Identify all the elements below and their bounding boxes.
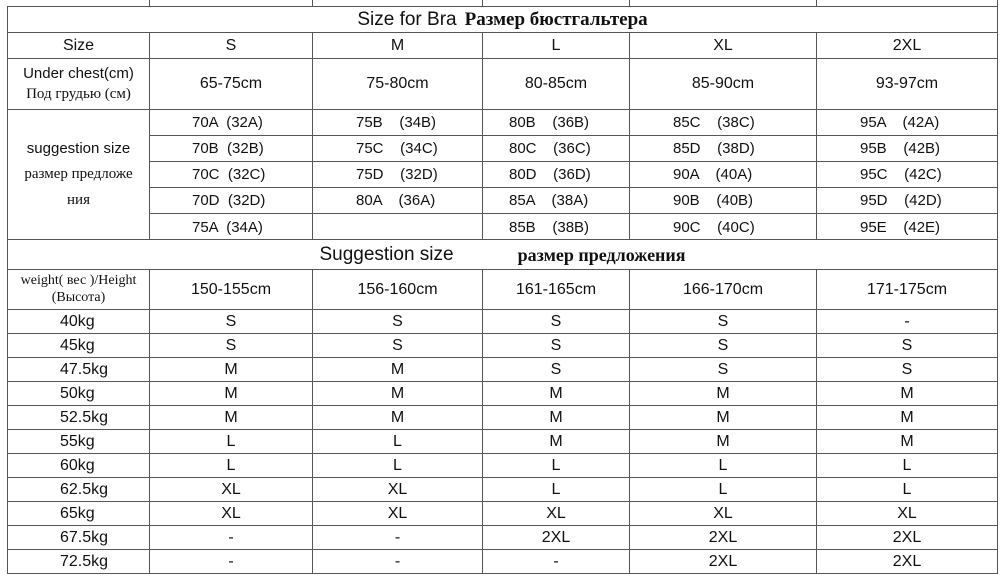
suggested-size: - — [482, 550, 629, 574]
weight-height-label — [7, 270, 149, 310]
weight-value: 45kg — [7, 334, 149, 358]
suggested-size: S — [312, 310, 482, 334]
bra-size-cell: 80B (36B) — [483, 110, 629, 136]
weight-row — [7, 454, 998, 478]
bra-size-cell: 80D (36D) — [483, 162, 629, 188]
suggested-size: 2XL — [816, 526, 998, 550]
weight-value: 52.5kg — [7, 406, 149, 430]
weight-value: 65kg — [7, 502, 149, 526]
weight-value: 55kg — [7, 430, 149, 454]
bra-size-cell: 75D (32D) — [313, 162, 482, 188]
suggested-size: M — [482, 382, 629, 406]
weight-value: 60kg — [7, 454, 149, 478]
size-value: XL — [629, 33, 816, 59]
size-value: 2XL — [816, 33, 998, 59]
suggestion-column — [482, 110, 629, 240]
suggested-size: XL — [149, 502, 312, 526]
suggested-size: M — [149, 358, 312, 382]
height-range: 166-170cm — [629, 270, 816, 310]
suggested-size: M — [312, 358, 482, 382]
suggested-size: S — [629, 310, 816, 334]
suggested-size: 2XL — [629, 550, 816, 574]
suggested-size: M — [816, 406, 998, 430]
suggested-size: M — [149, 406, 312, 430]
weight-row — [7, 502, 998, 526]
bra-size-cell: 70A (32A) — [150, 110, 312, 136]
weight-value: 47.5kg — [7, 358, 149, 382]
bra-size-cell: 80C (36C) — [483, 136, 629, 162]
suggested-size: S — [629, 334, 816, 358]
height-range: 150-155cm — [149, 270, 312, 310]
suggested-size: S — [149, 334, 312, 358]
suggested-size: S — [816, 334, 998, 358]
weight-row — [7, 358, 998, 382]
suggested-size: S — [482, 334, 629, 358]
bra-size-cell: 85D (38D) — [630, 136, 816, 162]
weight-row — [7, 550, 998, 574]
bra-size-cell: 95E (42E) — [860, 218, 941, 236]
suggestion-column — [816, 110, 998, 240]
bra-title-row — [7, 6, 998, 33]
bra-size-cell: 70C (32C) — [150, 162, 312, 188]
bra-size-cell: 90C (40C) — [673, 218, 755, 236]
suggestion-label-en: suggestion size — [26, 140, 131, 157]
under-chest-label-en: Under chest(cm) — [23, 65, 134, 82]
weight-row — [7, 334, 998, 358]
height-range: 171-175cm — [816, 270, 998, 310]
weight-row — [7, 382, 998, 406]
suggested-size: M — [629, 430, 816, 454]
suggested-size: XL — [312, 502, 482, 526]
suggested-size: XL — [629, 502, 816, 526]
under-chest-label-ru: Под грудью (см) — [26, 86, 131, 102]
bra-size-cell: 70B (32B) — [150, 136, 312, 162]
weight-row — [7, 310, 998, 334]
suggested-size: S — [312, 334, 482, 358]
under-chest-label — [7, 59, 149, 110]
weight-row — [7, 526, 998, 550]
chest-value: 93-97cm — [816, 59, 998, 110]
bra-size-cell: 75C (34C) — [313, 136, 482, 162]
height-range: 161-165cm — [482, 270, 629, 310]
chest-value: 75-80cm — [312, 59, 482, 110]
suggested-size: - — [149, 550, 312, 574]
chest-value: 80-85cm — [482, 59, 629, 110]
bra-size-cell — [313, 214, 482, 240]
suggested-size: M — [312, 406, 482, 430]
height-range: 156-160cm — [312, 270, 482, 310]
bra-size-cell: 95B (42B) — [817, 136, 997, 162]
suggested-size: - — [816, 310, 998, 334]
weight-height-header-row — [7, 270, 998, 310]
weight-value: 72.5kg — [7, 550, 149, 574]
suggestion-title — [7, 240, 998, 270]
bra-size-cell: 75B (34B) — [313, 110, 482, 136]
bra-size-cell: 70D (32D) — [150, 188, 312, 214]
weight-row — [7, 478, 998, 502]
suggestion-size-label — [7, 110, 149, 240]
suggested-size: XL — [816, 502, 998, 526]
size-row — [7, 33, 998, 59]
weight-value: 40kg — [7, 310, 149, 334]
suggested-size: S — [482, 310, 629, 334]
suggested-size: XL — [312, 478, 482, 502]
weight-value: 50kg — [7, 382, 149, 406]
bra-size-cell: 85B (38B) — [509, 218, 590, 236]
suggested-size: L — [482, 454, 629, 478]
suggested-size: M — [816, 382, 998, 406]
weight-value: 67.5kg — [7, 526, 149, 550]
chest-value: 65-75cm — [149, 59, 312, 110]
suggestion-column — [629, 110, 816, 240]
suggested-size: L — [629, 478, 816, 502]
suggested-size: L — [149, 454, 312, 478]
suggested-size: L — [149, 430, 312, 454]
suggestion-title-en: Suggestion size — [319, 244, 454, 265]
suggested-size: S — [482, 358, 629, 382]
suggested-size: L — [816, 454, 998, 478]
size-value: L — [482, 33, 629, 59]
suggested-size: S — [149, 310, 312, 334]
suggested-size: XL — [149, 478, 312, 502]
suggested-size: - — [312, 550, 482, 574]
weight-value: 62.5kg — [7, 478, 149, 502]
bra-size-cell: 85C (38C) — [630, 110, 816, 136]
suggested-size: M — [629, 406, 816, 430]
under-chest-row — [7, 59, 998, 110]
weight-row — [7, 406, 998, 430]
suggested-size: L — [629, 454, 816, 478]
bra-size-cell: 90B (40B) — [630, 188, 816, 214]
bra-size-cell: 95C (42C) — [817, 162, 997, 188]
bra-size-cell: 85A (38A) — [483, 188, 629, 214]
suggestion-label-ru-1: размер предложе — [24, 166, 133, 182]
weight-row — [7, 430, 998, 454]
chest-value: 85-90cm — [629, 59, 816, 110]
suggested-size: L — [482, 478, 629, 502]
suggested-size: M — [312, 382, 482, 406]
bra-size-cell: 75A (34A) — [192, 218, 263, 236]
size-label: Size — [7, 33, 149, 59]
weight-height-label-1: weight( вес )/Height — [20, 273, 137, 288]
suggestion-label-ru-2: ния — [67, 192, 90, 208]
suggested-size: L — [816, 478, 998, 502]
bra-size-cell: 80A (36A) — [313, 188, 482, 214]
bra-title-ru: Размер бюстгальтера — [464, 9, 648, 30]
suggested-size: S — [629, 358, 816, 382]
suggestion-title-row — [7, 240, 998, 270]
suggestion-column — [149, 110, 312, 240]
bra-title-en: Size for Bra — [357, 9, 457, 30]
suggested-size: M — [482, 430, 629, 454]
bra-title — [7, 7, 998, 33]
size-value: S — [149, 33, 312, 59]
suggestion-title-ru: размер предложения — [517, 244, 686, 265]
size-value: M — [312, 33, 482, 59]
suggested-size: S — [816, 358, 998, 382]
suggested-size: 2XL — [816, 550, 998, 574]
weight-height-label-2: (Высота) — [51, 290, 106, 305]
bra-size-cell: 90A (40A) — [630, 162, 816, 188]
bra-size-cell: 95A (42A) — [817, 110, 997, 136]
bra-size-cell: 95D (42D) — [817, 188, 997, 214]
suggested-size: L — [312, 430, 482, 454]
suggested-size: 2XL — [629, 526, 816, 550]
suggested-size: L — [312, 454, 482, 478]
suggested-size: M — [629, 382, 816, 406]
suggested-size: M — [149, 382, 312, 406]
suggested-size: M — [482, 406, 629, 430]
suggestion-column — [312, 110, 482, 240]
suggested-size: - — [312, 526, 482, 550]
suggested-size: - — [149, 526, 312, 550]
suggested-size: XL — [482, 502, 629, 526]
suggested-size: 2XL — [482, 526, 629, 550]
suggested-size: M — [816, 430, 998, 454]
